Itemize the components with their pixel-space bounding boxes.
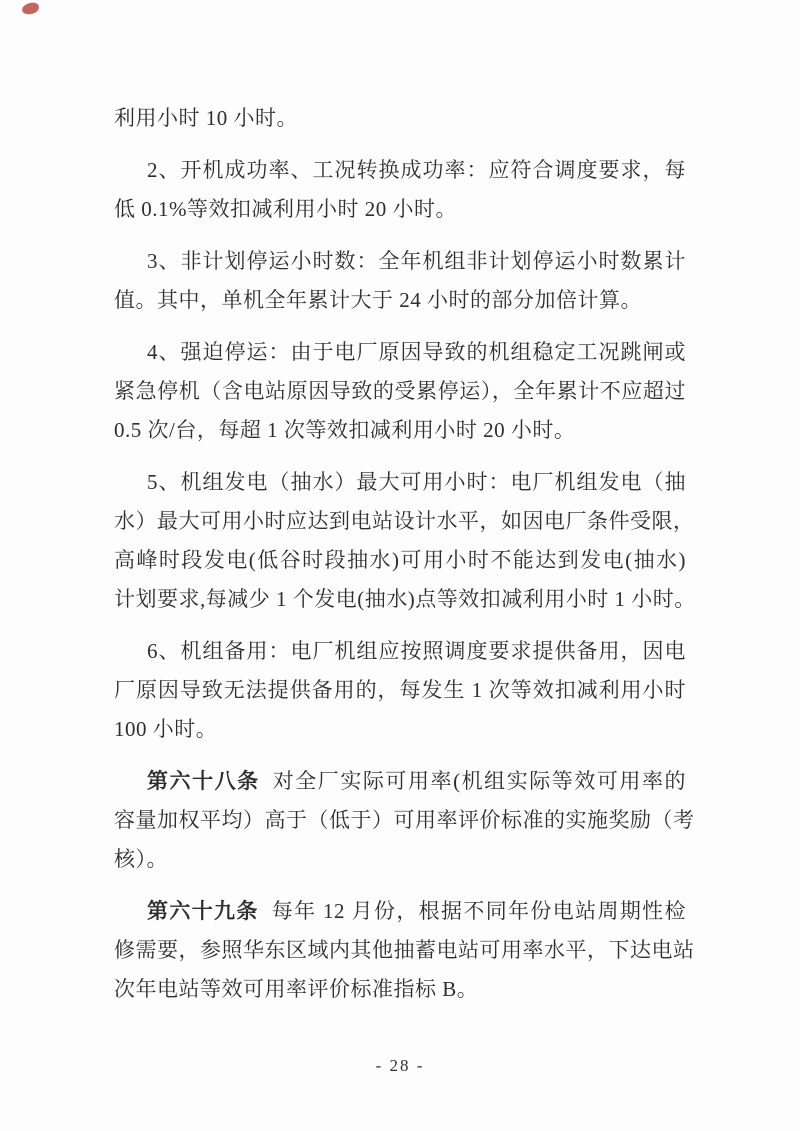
text-line: 值。其中，单机全年累计大于 24 小时的部分加倍计算。 xyxy=(114,288,642,312)
text-line: 核）。 xyxy=(114,847,168,871)
paragraph-article-69 xyxy=(114,892,695,1009)
paragraph-item-2 xyxy=(114,151,686,229)
article-text: 每年 12 月份，根据不同年份电站周期性检 xyxy=(271,899,687,923)
text-line: 计划要求,每减少 1 个发电(抽水)点等效扣减利用小时 1 小时。 xyxy=(114,587,696,611)
text-line: 水）最大可用小时应达到电站设计水平，如因电厂条件受限， xyxy=(114,509,695,533)
paragraph-item-4 xyxy=(114,333,686,450)
paragraph-item-6 xyxy=(114,632,686,749)
paragraph-article-68 xyxy=(114,762,695,879)
text-line: 0.5 次/台，每超 1 次等效扣减利用小时 20 小时。 xyxy=(114,418,576,442)
text-line: 2、开机成功率、工况转换成功率：应符合调度要求，每 xyxy=(147,158,686,182)
text-line: 6、机组备用：电厂机组应按照调度要求提供备用，因电 xyxy=(147,639,686,663)
paragraph-continuation xyxy=(114,99,686,138)
article-number: 第六十九条 xyxy=(147,899,259,923)
text-line: 高峰时段发电(低谷时段抽水)可用小时不能达到发电(抽水) xyxy=(114,548,686,572)
text-line: 紧急停机（含电站原因导致的受累停运），全年累计不应超过 xyxy=(114,379,686,403)
text-line: 低 0.1%等效扣减利用小时 20 小时。 xyxy=(114,197,457,221)
text-line: 次年电站等效可用率评价标准指标 B。 xyxy=(114,977,479,1001)
text-line: 厂原因导致无法提供备用的，每发生 1 次等效扣减利用小时 xyxy=(114,678,686,702)
text-line: 4、强迫停运：由于电厂原因导致的机组稳定工况跳闸或 xyxy=(147,340,686,364)
text-line: 5、机组发电（抽水）最大可用小时：电厂机组发电（抽 xyxy=(147,470,686,494)
page-number: - 28 - xyxy=(375,1056,425,1075)
text-line xyxy=(114,762,686,801)
text-line: 修需要，参照华东区域内其他抽蓄电站可用率水平，下达电站 xyxy=(114,938,695,962)
red-stain-mark xyxy=(21,2,39,15)
text-line: 100 小时。 xyxy=(114,717,218,741)
article-number: 第六十八条 xyxy=(147,769,260,793)
page-footer xyxy=(0,1056,800,1076)
text-line: 容量加权平均）高于（低于）可用率评价标准的实施奖励（考 xyxy=(114,808,695,832)
paragraph-item-5 xyxy=(114,463,696,619)
text-line xyxy=(114,892,686,931)
text-line: 3、非计划停运小时数：全年机组非计划停运小时数累计 xyxy=(147,249,686,273)
page-content xyxy=(114,99,696,1022)
article-text: 对全厂实际可用率(机组实际等效可用率的 xyxy=(272,769,686,793)
text-line: 利用小时 10 小时。 xyxy=(114,106,298,130)
paragraph-item-3 xyxy=(114,242,686,320)
